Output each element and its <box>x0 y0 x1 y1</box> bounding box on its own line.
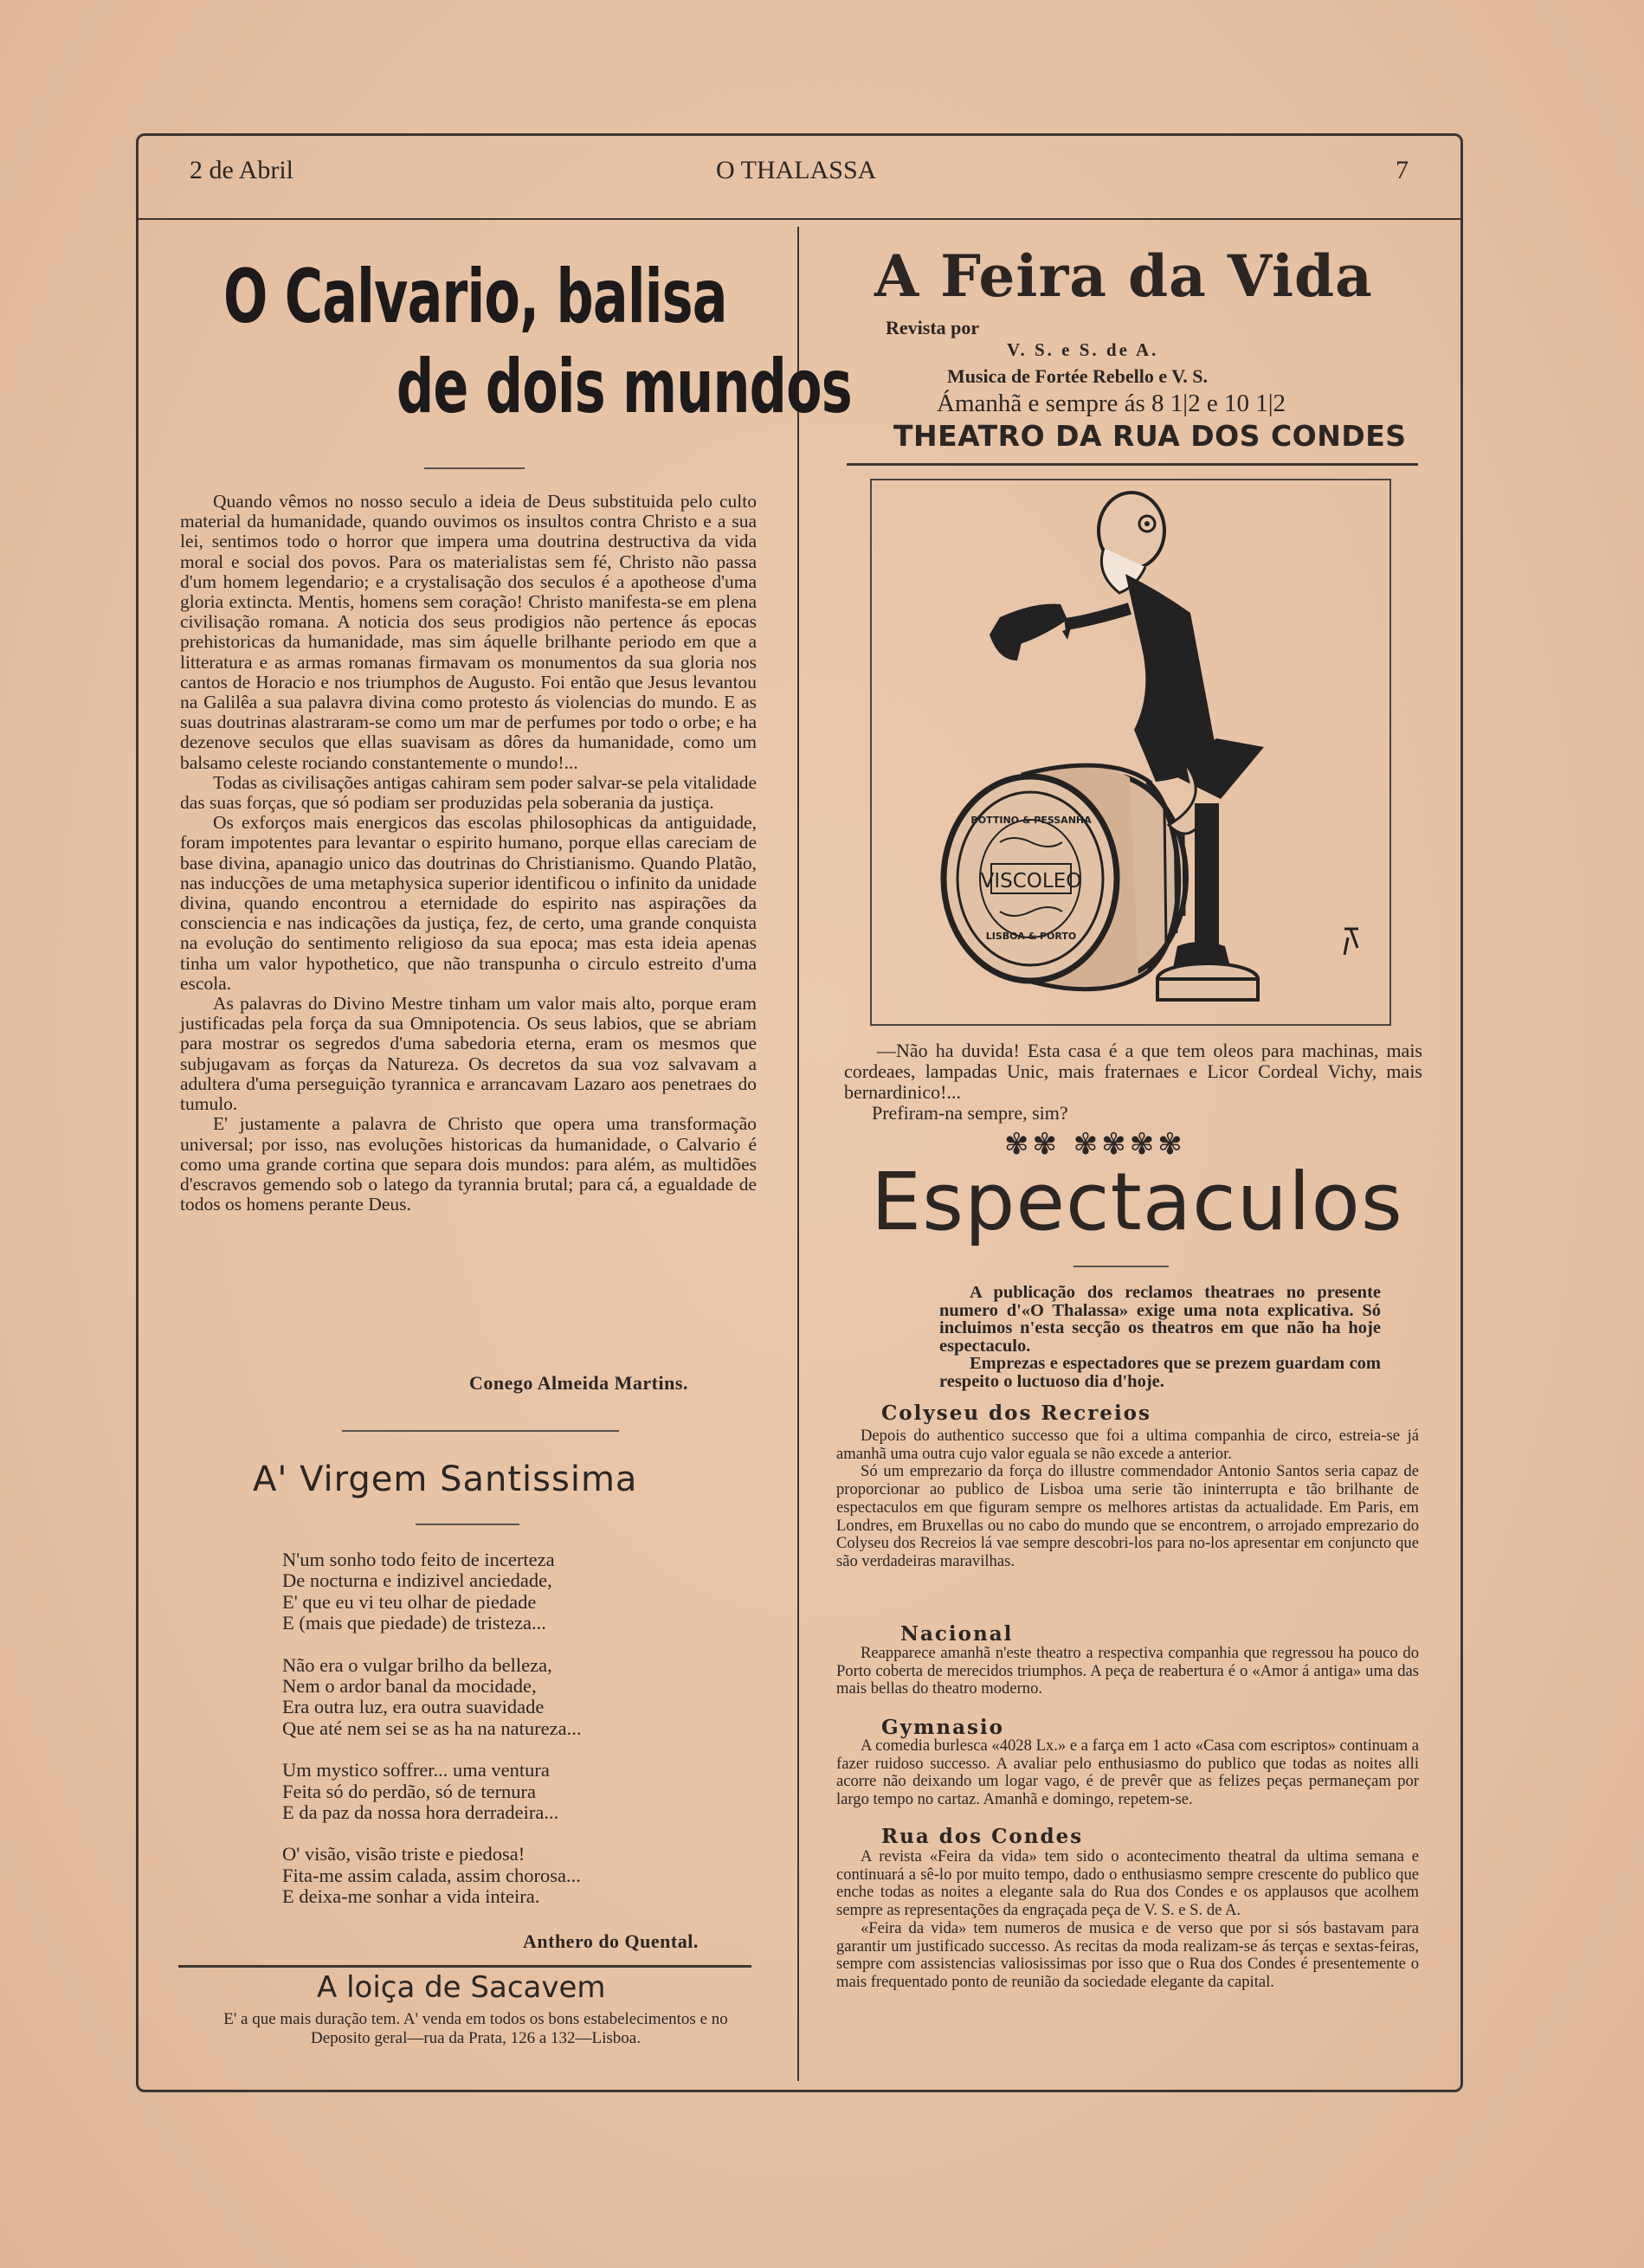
poem-body <box>282 1550 581 1929</box>
section-text-nacional <box>836 1645 1419 1698</box>
barrel-brand-text: VISCOLEO <box>980 870 1082 892</box>
poem-line: E (mais que piedade) de tristeza... <box>282 1612 546 1634</box>
poem-line: De nocturna e indizivel anciedade, <box>282 1569 552 1592</box>
title-line-1: O Calvario, balisa <box>223 254 727 340</box>
section-paragraph: Só um emprezario da força do illustre commendador Antonio Santos seria capaz de proporcionar ao publico de Lisboa uma serie tão ininterrupta e tão brilhante de espectaculos em que figuram sempre os melhores artistas da actualidade. Em Paris, em Londres, em Bruxellas ou no cabo do mundo que se encontrem, o arrojado emprezario do Colyseu dos Recreios lá vae sempre descobri-los para no-los apresentar em conjuncto que são verdadeiras maravilhas. <box>836 1462 1419 1570</box>
feira-rule <box>847 463 1418 466</box>
espectaculos-title: Espectaculos <box>871 1156 1403 1248</box>
article-body-calvario <box>180 492 757 1215</box>
espectaculos-notice <box>939 1284 1381 1390</box>
poem-line: N'um sonho todo feito de incerteza <box>282 1549 555 1570</box>
signature-anthero-do-quental: Anthero do Quental. <box>523 1930 699 1952</box>
section-head-nacional: Nacional <box>900 1622 1014 1646</box>
page-header <box>136 156 1463 199</box>
viscoleo-caption <box>844 1041 1422 1124</box>
loica-ad-title: A loiça de Sacavem <box>317 1970 606 2005</box>
stanza-3 <box>282 1760 581 1823</box>
poem-line: Feita só do perdão, só de ternura <box>282 1780 537 1802</box>
title-rule <box>424 467 525 469</box>
schedule-text: Ámanhã e sempre ás 8 1|2 e 10 1|2 <box>937 390 1286 417</box>
poem-line: Nem o ardor banal da mocidade, <box>282 1675 537 1698</box>
floral-ornament-icon: ✾✾ ✾✾✾✾ <box>1004 1127 1186 1162</box>
header-date: 2 de Abril <box>190 156 293 184</box>
poem-title-rule <box>416 1524 519 1525</box>
paragraph: Todas as civilisações antigas cahiram sem poder salvar-se pela vitalidade das suas forças, que só podiam ser produzidas pela soberania da justiça. <box>180 771 757 814</box>
section-text-gymnasio <box>836 1737 1419 1809</box>
paragraph: E' justamente a palavra de Christo que opera uma transformação universal; por isso, nas evoluções historicas da humanidade, o Calvario é como uma grande cortina que separa dois mundos: para além, as multidões d'escravos gemendo sob o latego da tyrannia brutal; para cá, a egualdade de todos os homens perante Deus. <box>180 1113 757 1215</box>
paragraph: As palavras do Divino Mestre tinham um valor mais alto, porque eram justificadas pela força da sua Omnipotencia. Os seus labios, que se abriam para mostrar os segredos d'uma sabedoria eterna, eram os mesmos que subjugavam as forças da Natureza. Os decretos da sua voz salvavam a adultera d'uma perseguição tyrannica e arrancavam Lazaro aos penetraes do tumulo. <box>180 993 757 1115</box>
espectaculos-rule <box>1073 1266 1169 1267</box>
theatro-name: THEATRO DA RUA DOS CONDES <box>893 419 1407 453</box>
stanza-4 <box>282 1844 581 1907</box>
signature-almeida-martins: Conego Almeida Martins. <box>469 1372 688 1394</box>
paragraph: Os exforços mais energicos das escolas philosophicas da antiguidade, foram impotentes para levantar o espirito humano, porque ellas careciam de base divina, apanagio unico das doutrinas do Christianismo. Quando Platão, nas inducções de uma metaphysica superior identificou o infinito da unidade divina, quando encontrou a eternidade do espirito nas aspirações da consciencia e nas indicações da justiça, fez, de certo, uma grande conquista na evolução do sentimento religioso da sua epoca; mas esta ideia apenas tinha um valor hypothetico, que não transpunha o circulo estreito d'uma escola. <box>180 812 757 994</box>
musica-credit: Musica de Fortée Rebello e V. S. <box>947 365 1209 387</box>
barrel-icon <box>944 765 1186 989</box>
barrel-top-text: BOTTINO & PESSANHA <box>970 815 1092 826</box>
loica-rule <box>178 1965 751 1968</box>
poem-line: E deixa-me sonhar a vida inteira. <box>282 1885 540 1908</box>
loica-ad-text: E' a que mais duração tem. A' venda em todos os bons estabelecimentos e no Deposito geral—rua da Prata, 126 a 132—Lisboa. <box>223 2010 728 2047</box>
header-newspaper-name: O THALASSA <box>716 156 877 184</box>
poem-line: E' que eu vi teu olhar de piedade <box>282 1590 537 1613</box>
notice-paragraph: Emprezas e espectadores que se prezem guardam com respeito o luctuoso dia d'hoje. <box>939 1354 1381 1391</box>
poem-line: Que até nem sei se as ha na natureza... <box>282 1717 582 1739</box>
poem-line: O' visão, visão triste e piedosa! <box>282 1843 525 1865</box>
section-paragraph: «Feira da vida» tem numeros de musica e de verso que por si sós bastavam para garantir um justificado successo. As recitas da moda realizam-se ás terças e sextas-feiras, sempre com assistencias valiosissimas por isso que o Rua dos Condes é presentemente o mais frequentado ponto de reunião da sociedade elegante da capital. <box>836 1918 1419 1991</box>
viscoleo-illustration <box>870 479 1391 1026</box>
section-paragraph: A revista «Feira da vida» tem sido o acontecimento theatral da ultima semana e continuará a sê-lo por muito tempo, dado o enthusiasmo sempre crescente do publico que enche todas as noites a elegante sala do Rua dos Condes e os applausos que acolhem sempre as representações da engraçada peça de V. S. e S. de A. <box>836 1847 1419 1920</box>
article-title-calvario <box>223 254 852 441</box>
paragraph: Quando vêmos no nosso seculo a ideia de Deus substituida pelo culto material da humanidade, quando ouvimos os insultos contra Christo e a sua lei, sentimos todo o horror que impera uma doutrina destructiva da vida moral e social dos povos. Para os materialistas sem fé, Christo não passa d'um homem legendario; e a crystalisação dos seculos é a apotheose d'uma gloria extincta. Mentis, homens sem coração! Christo manifesta-se em plena civilisação romana. A noticia dos seus prodigios não pertence ás epocas prehistoricas da humanidade, mas sim áquelle brilhante periodo em que a litteratura e as armas romanas firmavam os monumentos da sua gloria nos cantos de Horacio e nos triumphos de Augusto. Foi então que Jesus levantou na Galilêa a sua palavra divina como protesto ás violencias do mundo. E as suas doutrinas alastraram-se como um mar de perfumes por todo o orbe; e ha dezenove seculos que ellas suavisam as dôres da humanidade, como um balsamo celeste rociando constantemente o mundo!... <box>180 491 757 773</box>
poem-line: Fita-me assim calada, assim chorosa... <box>282 1864 581 1886</box>
caption-line: Prefiram-na sempre, sim? <box>872 1102 1068 1124</box>
poem-line: Um mystico soffrer... uma ventura <box>282 1759 550 1782</box>
section-head-rua-dos-condes: Rua dos Condes <box>881 1825 1084 1848</box>
header-page-number: 7 <box>1396 156 1409 184</box>
section-paragraph: A comedia burlesca «4028 Lx.» e a farça em 1 acto «Casa com escriptos» continuam a fazer ruidoso successo. A avaliar pelo enthusiasmo do publico que todas as noites alli acorre não deixando um logar vago, é de prevêr que as felizes peças permaneçam por largo tempo no cartaz. Amanhã e domingo, repetem-se. <box>836 1736 1419 1809</box>
title-line-2: de dois mundos <box>396 344 852 430</box>
header-rule <box>139 218 1460 220</box>
stanza-2 <box>282 1655 581 1740</box>
barrel-bottom-text: LISBOA & PORTO <box>985 931 1077 942</box>
section-text-colyseu <box>836 1427 1419 1571</box>
column-rule <box>797 227 799 2081</box>
poem-line: Não era o vulgar brilho da belleza, <box>282 1653 552 1676</box>
stanza-1 <box>282 1550 581 1634</box>
section-text-rua-dos-condes <box>836 1848 1419 1992</box>
section-paragraph: Depois do authentico successo que foi a ultima companhia de circo, estreia-se já amanhã uma outra cujo valor eguala se não excede a anterior. <box>836 1427 1419 1463</box>
poem-line: E da paz da nossa hora derradeira... <box>282 1801 559 1824</box>
revista-authors: V. S. e S. de A. <box>1007 339 1159 360</box>
revista-por: Revista por <box>886 317 980 338</box>
caption-line: —Não ha duvida! Esta casa é a que tem oleos para machinas, mais cordeaes, lampadas Unic, mais fraternaes e Licor Cordeal Vichy, mais bernardinico!... <box>844 1040 1422 1103</box>
poem-title: A' Virgem Santissima <box>253 1459 638 1499</box>
section-divider <box>342 1430 619 1432</box>
section-head-colyseu: Colyseu dos Recreios <box>881 1401 1151 1425</box>
poem-line: Era outra luz, era outra suavidade <box>282 1696 545 1718</box>
section-head-gymnasio: Gymnasio <box>881 1716 1004 1739</box>
section-paragraph: Reapparece amanhã n'este theatro a respectiva companhia que regressou ha pouco do Porto coberta de merecidos triumphos. A peça de reabertura é o «Amor á antiga» uma das mais bellas do theatro moderno. <box>836 1644 1419 1698</box>
notice-paragraph: A publicação dos reclamos theatraes no presente numero d'«O Thalassa» exige uma nota explicativa. Só incluimos n'esta secção os theatros em que não ha hoje espectaculo. <box>939 1283 1381 1356</box>
feira-da-vida-title: A Feira da Vida <box>874 242 1373 310</box>
